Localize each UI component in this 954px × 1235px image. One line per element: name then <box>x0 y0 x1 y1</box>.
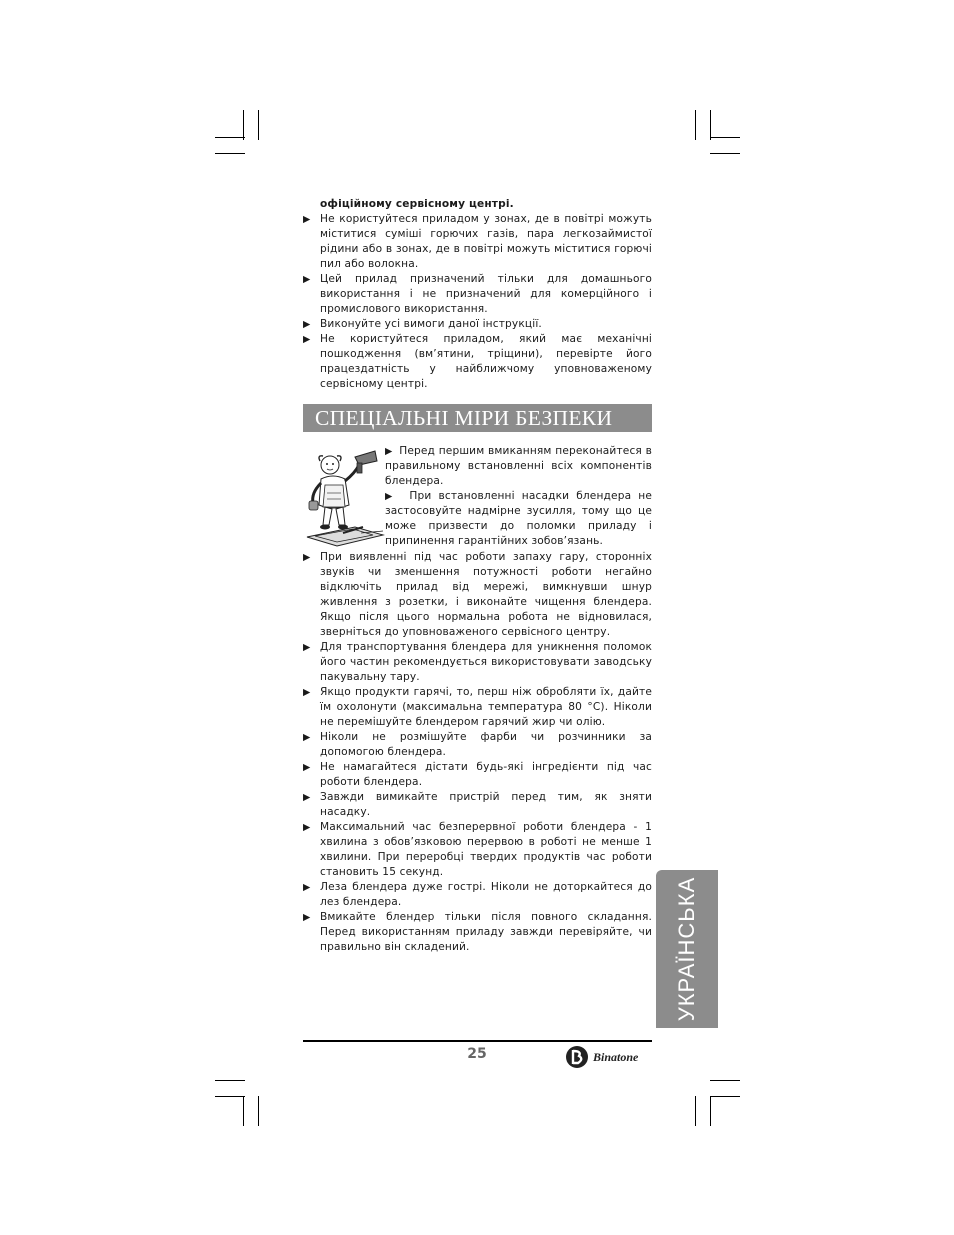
list-item: ▶ При виявленні під час роботи запаху гару, сторонніх звуків чи зменшення потужності роботи негайно відключіть прилад від мережі, вимкнувши шнур живлення з розетки, і виконайте чищення блендера. Якщо після цього нормальна робота не відновилася, зверніться до уповноваженого сервісного центру. <box>303 550 652 640</box>
intro-lead: офіційному сервісному центрі. <box>320 198 514 210</box>
figure-block <box>303 447 652 550</box>
crop-mark <box>258 1096 259 1126</box>
list-item: ▶ Не намагайтеся дістати будь-які інгредієнти під час роботи блендера. <box>303 760 652 790</box>
language-tab <box>656 870 718 1028</box>
crop-mark <box>710 1080 740 1081</box>
safety-bullet-list <box>303 550 652 955</box>
crop-mark <box>215 153 245 154</box>
page-content <box>303 197 652 955</box>
footer-divider <box>303 1040 652 1042</box>
list-item: ▶ Не користуйтеся приладом, який має механічні пошкодження (вм’ятини, тріщини), перевірте його працездатність у найближчому уповноваженому сервісному центрі. <box>303 332 652 392</box>
crop-mark <box>695 110 696 140</box>
man-with-hairdryer-illustration <box>303 447 385 547</box>
list-item: ▶ Якщо продукти гарячі, то, перш ніж обробляти їх, дайте їм охолонути (максимальна температура 80 °С). Ніколи не перемішуйте блендером гарячий жир чи олію. <box>303 685 652 730</box>
crop-mark <box>710 153 740 154</box>
crop-mark <box>215 1080 245 1081</box>
crop-mark <box>215 137 245 138</box>
list-item: ▶ Виконуйте усі вимоги даної інструкції. <box>303 317 652 332</box>
crop-mark <box>710 110 711 140</box>
figure-paragraph: ▶ При встановленні насадки блендера не застосовуйте надмірне зусилля, тому що це може призвести до поломки приладу і припинення гарантійних зобов’язань. <box>385 489 652 549</box>
crop-mark <box>695 1096 696 1126</box>
list-item: ▶ Вмикайте блендер тільки після повного складання. Перед використанням приладу завжди перевіряйте, чи правильно він складений. <box>303 910 652 955</box>
list-item: ▶ Леза блендера дуже гострі. Ніколи не доторкайтеся до лез блендера. <box>303 880 652 910</box>
crop-mark <box>710 137 740 138</box>
brand-logo <box>565 1045 638 1069</box>
crop-mark <box>215 1096 245 1097</box>
figure-paragraph: ▶ Перед першим вмиканням переконайтеся в правильному встановленні всіх компонентів блендера. <box>385 444 652 489</box>
list-item: ▶ Для транспортування блендера для уникнення поломок його частин рекомендується використовувати заводську пакувальну тару. <box>303 640 652 685</box>
crop-mark <box>710 1096 711 1126</box>
list-item: ▶ Ніколи не розмішуйте фарби чи розчинники за допомогою блендера. <box>303 730 652 760</box>
crop-mark <box>243 110 244 140</box>
list-item: ▶ Цей прилад призначений тільки для домашнього використання і не призначений для комерційного і промислового використання. <box>303 272 652 317</box>
list-item: ▶ Завжди вимикайте пристрій перед тим, як зняти насадку. <box>303 790 652 820</box>
figure-text <box>385 444 652 549</box>
crop-mark <box>243 1096 244 1126</box>
intro-bullet-list <box>303 212 652 392</box>
list-item: ▶ Максимальний час безперервної роботи блендера - 1 хвилина з обов’язковою перервою в роботі не менше 1 хвилини. При переробці твердих продуктів час роботи становить 15 секунд. <box>303 820 652 880</box>
language-tab-label: УКРАЇНСЬКА <box>674 876 699 1022</box>
crop-mark <box>258 110 259 140</box>
crop-mark <box>710 1096 740 1097</box>
binatone-logo-icon <box>565 1045 591 1069</box>
section-heading: СПЕЦІАЛЬНІ МІРИ БЕЗПЕКИ <box>303 404 652 432</box>
brand-name: Binatone <box>593 1049 639 1064</box>
page-number: 25 <box>467 1046 487 1062</box>
list-item: ▶ Не користуйтеся приладом у зонах, де в повітрі можуть міститися суміші горючих газів, пара легкозаймистої рідини або в зонах, де в повітрі можуть міститися горючі пил або волокна. <box>303 212 652 272</box>
